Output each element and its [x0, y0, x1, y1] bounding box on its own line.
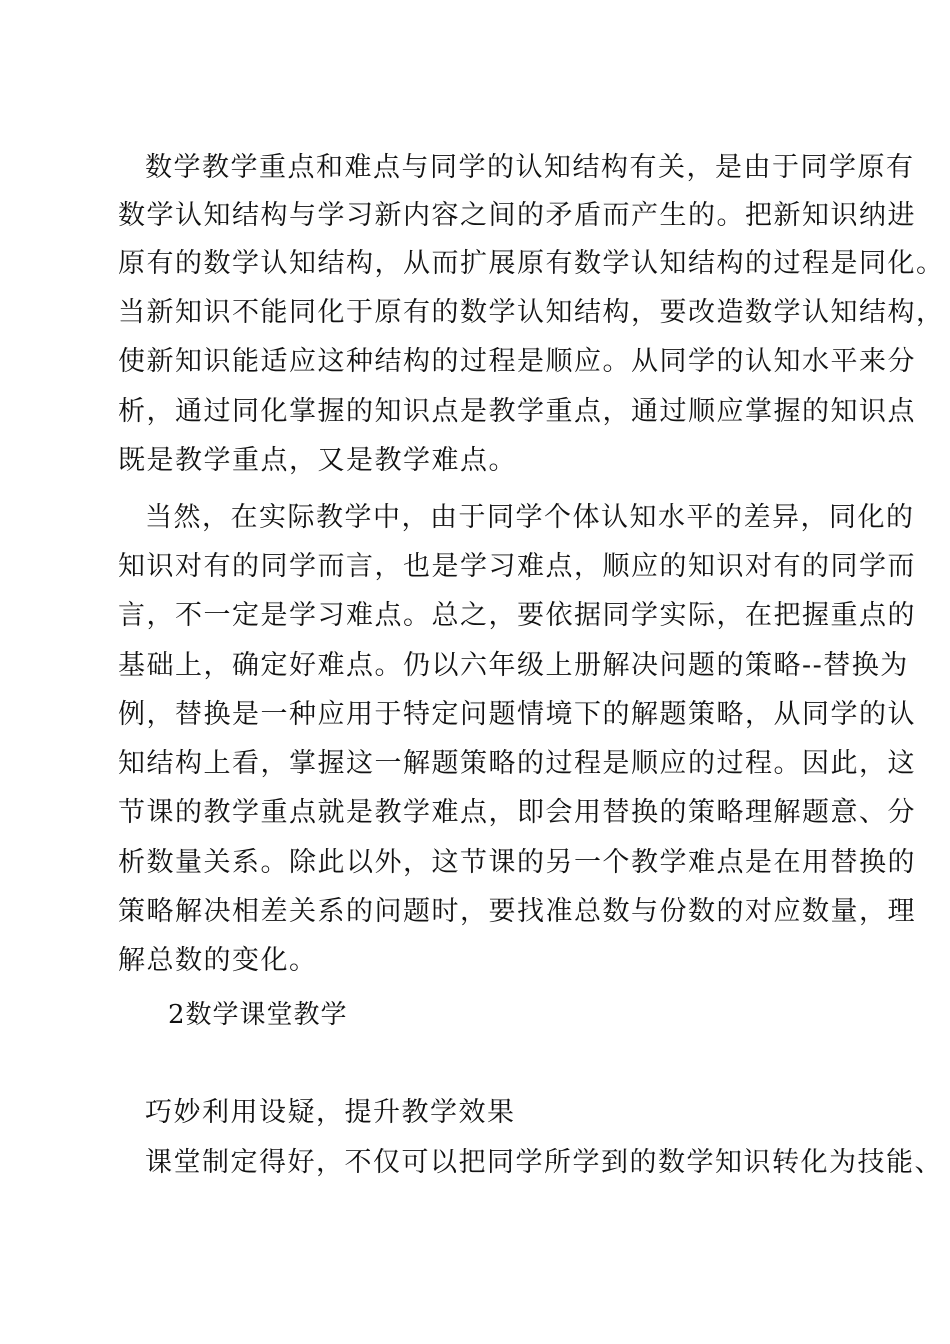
section-heading: 2数学课堂教学	[168, 1000, 348, 1030]
paragraph-3-line-1: 课堂制定得好，不仅可以把同学所学到的数学知识转化为技能、	[145, 1147, 943, 1178]
paragraph-2-line-3: 言，不一定是学习难点。总之，要依据同学实际，在把握重点的	[118, 600, 916, 631]
paragraph-2-line-9: 策略解决相差关系的问题时，要找准总数与份数的对应数量，理	[118, 896, 916, 927]
paragraph-2-line-6: 知结构上看，掌握这一解题策略的过程是顺应的过程。因此，这	[118, 748, 916, 779]
paragraph-2-line-10: 解总数的变化。	[118, 945, 318, 976]
paragraph-2-line-1: 当然，在实际教学中，由于同学个体认知水平的差异，同化的	[145, 502, 915, 533]
paragraph-1-line-4: 当新知识不能同化于原有的数学认知结构，要改造数学认知结构，	[118, 297, 945, 328]
paragraph-2-line-4: 基础上，确定好难点。仍以六年级上册解决问题的策略--替换为	[118, 650, 909, 681]
paragraph-2-line-8: 析数量关系。除此以外，这节课的另一个教学难点是在用替换的	[118, 847, 916, 878]
paragraph-1-line-5: 使新知识能适应这种结构的过程是顺应。从同学的认知水平来分	[118, 346, 916, 377]
subheading: 巧妙利用设疑，提升教学效果	[145, 1097, 516, 1128]
paragraph-1-line-3: 原有的数学认知结构，从而扩展原有数学认知结构的过程是同化。	[118, 248, 945, 279]
paragraph-1-line-1: 数学教学重点和难点与同学的认知结构有关，是由于同学原有	[145, 152, 915, 183]
paragraph-2-line-7: 节课的教学重点就是教学难点，即会用替换的策略理解题意、分	[118, 797, 916, 828]
paragraph-2-line-2: 知识对有的同学而言，也是学习难点，顺应的知识对有的同学而	[118, 551, 916, 582]
paragraph-2-line-5: 例，替换是一种应用于特定问题情境下的解题策略，从同学的认	[118, 699, 916, 730]
paragraph-1-line-7: 既是教学重点，又是教学难点。	[118, 445, 517, 476]
paragraph-1-line-6: 析，通过同化掌握的知识点是教学重点，通过顺应掌握的知识点	[118, 396, 916, 427]
paragraph-1-line-2: 数学认知结构与学习新内容之间的矛盾而产生的。把新知识纳进	[118, 200, 916, 231]
